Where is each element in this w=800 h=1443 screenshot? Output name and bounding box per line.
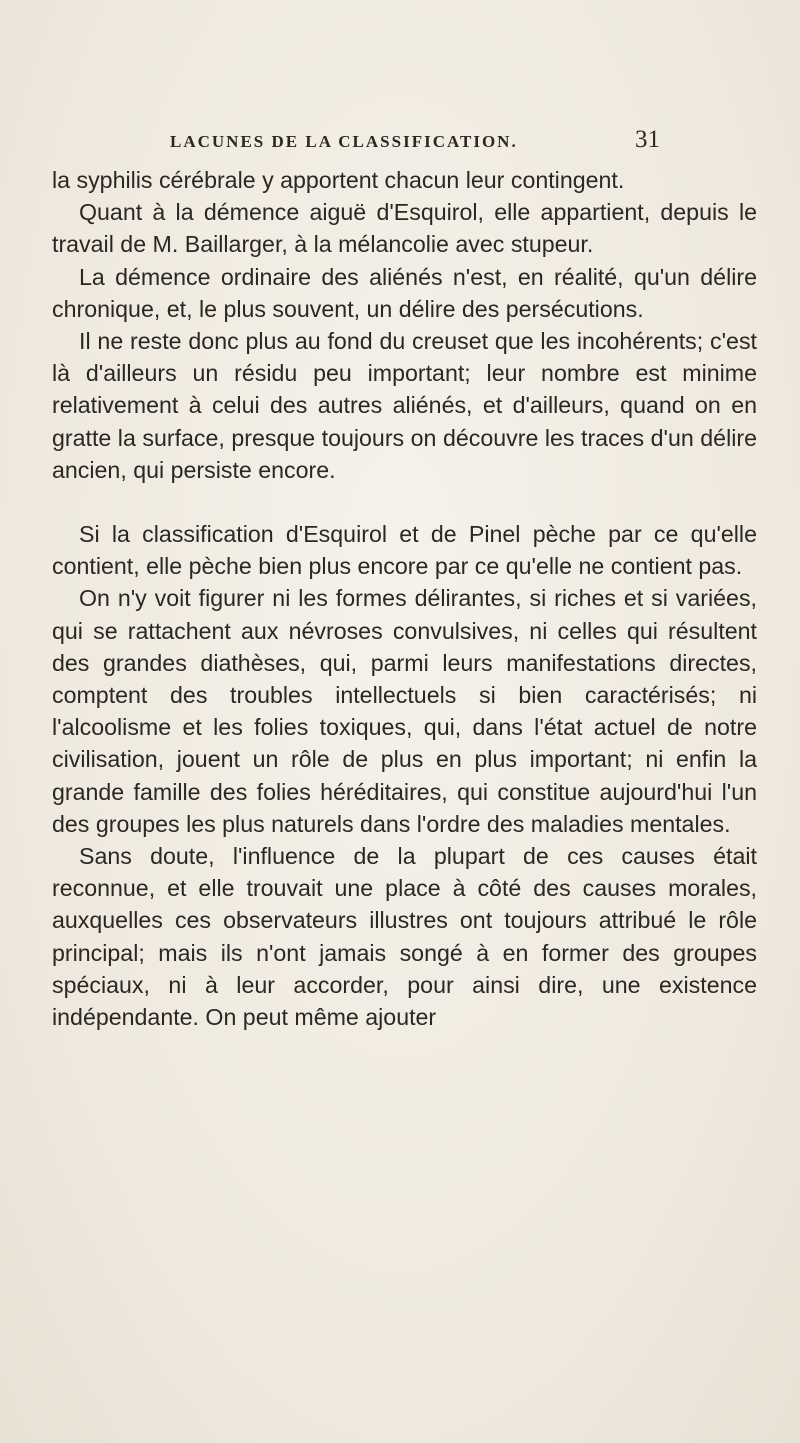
paragraph: La démence ordinaire des aliénés n'est, en réalité, qu'un délire chronique, et, le plus souvent, un délire des persécutions.: [52, 263, 757, 322]
running-head: LACUNES DE LA CLASSIFICATION.: [170, 132, 518, 151]
body-text: [52, 164, 757, 1033]
paragraph: Si la classification d'Esquirol et de Pinel pèche par ce qu'elle contient, elle pèche bien plus encore par ce qu'elle ne contient pas.: [52, 521, 757, 580]
paragraph: Il ne reste donc plus au fond du creuset que les incohérents; c'est là d'ailleurs un résidu peu important; leur nombre est minime relativement à celui des autres aliénés, et d'ailleurs, quand on en gratte la surface, presque toujours on découvre les traces d'un délire ancien, qui persiste encore.: [52, 328, 757, 483]
paragraph: On n'y voit figurer ni les formes délirantes, si riches et si variées, qui se rattachent aux névroses convulsives, ni celles qui résultent des grandes diathèses, qui, parmi leurs manifestations directes, comptent des troubles intellectuels si bien caractérisés; ni l'alcoolisme et les folies toxiques, qui, dans l'état actuel de notre civilisation, jouent un rôle de plus en plus important; ni enfin la grande famille des folies héréditaires, qui constitue aujourd'hui l'un des groupes les plus naturels dans l'ordre des maladies mentales.: [52, 585, 757, 837]
paragraph: la syphilis cérébrale y apportent chacun leur contingent.: [52, 167, 625, 193]
page-header: [170, 128, 660, 158]
paragraph: Sans doute, l'influence de la plupart de ces causes était reconnue, et elle trouvait une place à côté des causes morales, auxquelles ces observateurs illustres ont toujours attribué le rôle principal; mais ils n'ont jamais songé à en former des groupes spéciaux, ni à leur accorder, pour ainsi dire, une existence indépendante. On peut même ajouter: [52, 843, 757, 1031]
paragraph: Quant à la démence aiguë d'Esquirol, elle appartient, depuis le travail de M. Baillarger, à la mélancolie avec stupeur.: [52, 199, 757, 258]
page-number: 31: [635, 126, 660, 153]
